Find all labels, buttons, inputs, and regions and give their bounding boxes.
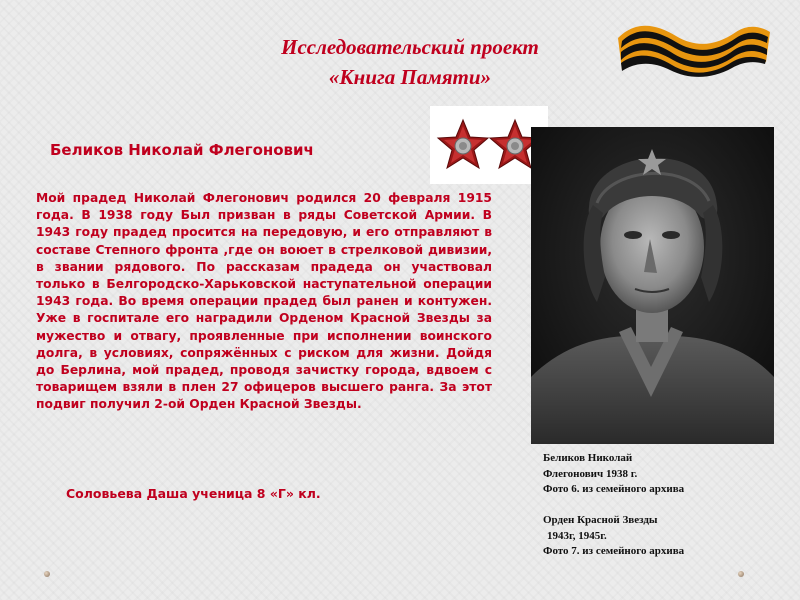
- portrait-photo: [531, 127, 774, 444]
- photo-caption: [543, 451, 783, 498]
- biography-text: Мой прадед Николай Флегонович родился 20 февраля 1915 года. В 1938 году Был призван в ряды Советской Армии. В 1943 году прадед просится на передовую, и его отправляют в составе Степного фронта ,где он воюет в стрелковой дивизии, в звании рядового. По рассказам прадеда он участвовал только в Белгородско-Харьковской наступательной операции 1943 года. Во время операции прадед был ранен и контужен. Уже в госпитале его наградили Орденом Красной Звезды за мужество и отвагу, проявленные при исполнении воинского долга, в условиях, сопряжённых с риском для жизни. Дойдя до Берлина, мой прадед, проводя зачистку города, вдвоем с товарищем взяли в плен 27 офицеров высшего ранга. За этот подвиг получил 2-ой Орден Красной Звезды.: [36, 191, 492, 412]
- medal-caption-line2: 1943г, 1945г.: [547, 529, 607, 542]
- st-george-ribbon-icon: [616, 16, 772, 82]
- photo-caption-line3: Фото 6. из семейного архива: [543, 483, 685, 495]
- title-line-book: «Книга Памяти»: [328, 65, 492, 89]
- slide-title: [180, 32, 640, 92]
- person-name-heading: Беликов Николай Флегонович: [50, 141, 314, 159]
- medal-caption: [543, 513, 783, 560]
- decorative-pin-right: [738, 571, 744, 577]
- decorative-pin-left: [44, 571, 50, 577]
- title-line-project: Исследовательский проект: [281, 35, 539, 59]
- author-credit: Соловьева Даша ученица 8 «Г» кл.: [66, 486, 321, 501]
- medal-caption-line1: Орден Красной Звезды: [543, 514, 658, 526]
- photo-caption-line2: Флегонович 1938 г.: [543, 467, 638, 480]
- medal-caption-line3: Фото 7. из семейного архива: [543, 545, 685, 557]
- photo-caption-line1: Беликов Николай: [543, 452, 633, 464]
